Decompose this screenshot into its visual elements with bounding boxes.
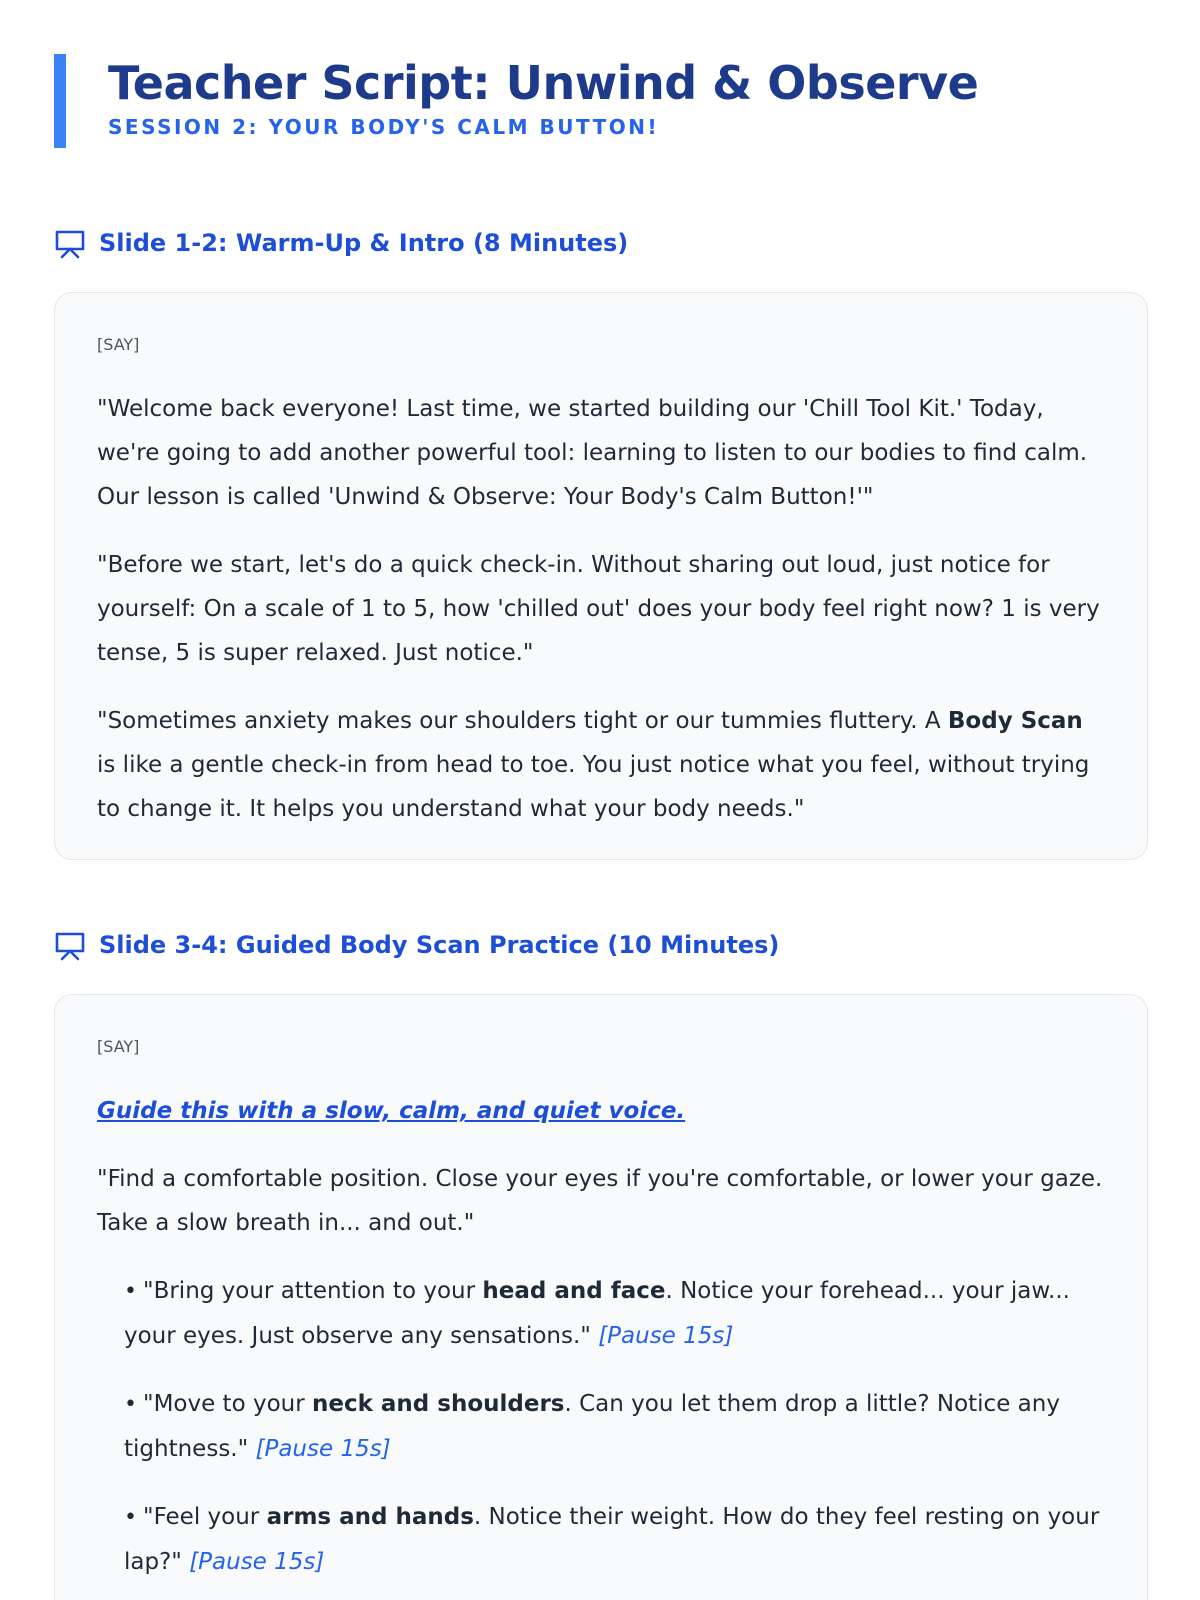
page-header [54, 54, 1154, 148]
bullet-icon: • [124, 1279, 137, 1304]
page-subtitle: SESSION 2: YOUR BODY'S CALM BUTTON! [108, 115, 660, 139]
body-part: arms and hands [266, 1504, 474, 1530]
bullet-text: . Notice their weight. How do they feel resting on your lap?" [124, 1504, 1100, 1575]
list-item [97, 1495, 1107, 1584]
page-title: Teacher Script: Unwind & Observe [108, 56, 979, 110]
bullet-icon: • [124, 1392, 137, 1417]
bullet-text: . Can you let them drop a little? Notice any tightness." [124, 1391, 1060, 1462]
say-tag: [SAY] [97, 335, 140, 354]
section-heading-warm-up [54, 226, 628, 260]
script-card-body-scan [54, 994, 1148, 1600]
delivery-note: Guide this with a slow, calm, and quiet voice. [97, 1098, 686, 1124]
paragraph-text: is like a gentle check-in from head to toe. You just notice what you feel, without trying to change it. It helps you understand what your body needs." [97, 752, 1090, 822]
body-part: neck and shoulders [311, 1391, 565, 1417]
bullet-text: "Bring your attention to your [142, 1278, 483, 1304]
script-paragraph: "Welcome back everyone! Last time, we started building our 'Chill Tool Kit.' Today, we're going to add another powerful tool: learning to listen to our bodies to find calm. Our lesson is called 'Unwind & Observe: Your Body's Calm Button!'" [97, 396, 1088, 510]
body-part: head and face [482, 1278, 666, 1304]
script-paragraph [97, 699, 1107, 831]
section-heading-body-scan [54, 928, 779, 962]
pause-cue: [Pause 15s] [255, 1436, 391, 1462]
pause-cue: [Pause 15s] [598, 1323, 734, 1349]
presentation-board-icon [54, 929, 86, 961]
section-heading-label: Slide 1-2: Warm-Up & Intro (8 Minutes) [99, 229, 629, 257]
script-paragraph: "Find a comfortable position. Close your eyes if you're comfortable, or lower your gaze. Take a slow breath in... and out." [97, 1166, 1103, 1236]
script-paragraph: "Before we start, let's do a quick check-in. Without sharing out loud, just notice for yourself: On a scale of 1 to 5, how 'chilled out' does your body feel right now? 1 is very tense, 5 is super relaxed. Just notice." [97, 552, 1100, 666]
list-item [97, 1382, 1107, 1471]
pause-cue: [Pause 15s] [189, 1549, 325, 1575]
say-tag: [SAY] [97, 1037, 140, 1056]
section-heading-label: Slide 3-4: Guided Body Scan Practice (10 Minutes) [99, 931, 780, 959]
list-item [97, 1269, 1107, 1358]
bullet-text: . Notice your forehead... your jaw... your eyes. Just observe any sensations." [124, 1278, 1070, 1349]
bullet-text: "Move to your [142, 1391, 312, 1417]
presentation-board-icon [54, 227, 86, 259]
script-card-warm-up [54, 292, 1148, 860]
key-term: Body Scan [947, 708, 1083, 734]
paragraph-text: "Sometimes anxiety makes our shoulders tight or our tummies fluttery. A [97, 708, 948, 734]
bullet-icon: • [124, 1505, 137, 1530]
bullet-text: "Feel your [142, 1504, 267, 1530]
